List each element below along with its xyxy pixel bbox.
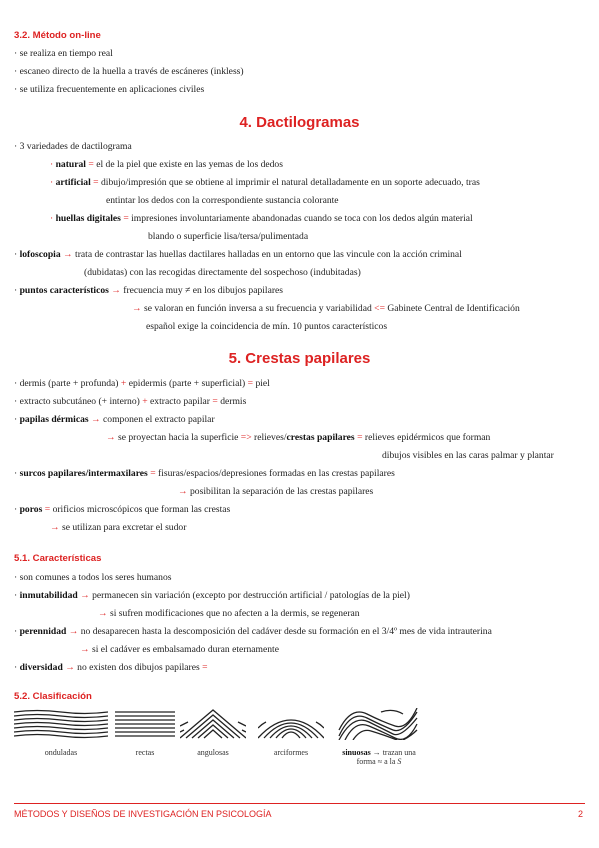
equals-symbol: = (88, 159, 94, 170)
section-heading-5-1: 5.1. Características (14, 553, 102, 564)
section-heading-4: 4. Dactilogramas (239, 114, 360, 131)
text-line (14, 626, 492, 638)
text-line: (dubidatas) con las recogidas directamente del sospechoso (indubitadas) (84, 267, 361, 278)
term: papilas dérmicas (19, 414, 89, 425)
definition: frecuencia muy ≠ en los dibujos papilares (120, 285, 284, 296)
term: crestas papilares (286, 432, 355, 443)
text-fragment: se utilizan para excretar el sudor (59, 522, 187, 533)
arrow-symbol: → (65, 662, 75, 673)
text-line: entintar los dedos con la correspondiente sustancia colorante (106, 195, 339, 206)
term: lofoscopia (19, 249, 61, 260)
text-line (14, 468, 395, 480)
text-line (80, 644, 279, 656)
equals-symbol: = (44, 504, 51, 515)
text-fragment: forma ≈ a la (356, 757, 398, 766)
bullet: · (50, 177, 56, 188)
term: inmutabilidad (19, 590, 78, 601)
text-line (14, 378, 270, 390)
text-fragment: dermis (217, 396, 247, 407)
term: natural (55, 159, 86, 170)
footer-title: MÉTODOS Y DISEÑOS DE INVESTIGACIÓN EN PSICOLOGÍA (14, 809, 272, 819)
rectas-pattern (115, 708, 175, 740)
term: surcos papilares/intermaxilares (19, 468, 148, 479)
text-fragment: relieves epidérmicos que forman (362, 432, 491, 443)
text-line (50, 213, 473, 225)
caption-arciformes: arciformes (273, 748, 309, 757)
arrow-symbol: → (132, 303, 142, 314)
arrow-symbol: → (111, 285, 121, 296)
arrow-symbol: → (106, 432, 116, 443)
text-fragment: relieves/ (251, 432, 287, 443)
text-line (50, 522, 186, 534)
text-line (14, 590, 410, 602)
text-line: · escaneo directo de la huella a través de escáneres (inkless) (14, 66, 244, 77)
term: sinuosas (342, 748, 371, 757)
term: puntos característicos (19, 285, 109, 296)
text-fragment: S (397, 757, 402, 766)
arrow-symbol: → (98, 608, 108, 619)
text-line: · se utiliza frecuentemente en aplicaciones civiles (14, 84, 205, 95)
section-heading-5-2: 5.2. Clasificación (14, 691, 92, 702)
caption-sinuosas-line2 (334, 757, 424, 766)
text-fragment: epidermis (parte + superficial) (126, 378, 248, 389)
plus-symbol: + (142, 396, 148, 407)
arrow-symbol: → (68, 626, 79, 637)
equals-symbol: = (247, 378, 254, 389)
text-line (14, 414, 215, 426)
definition: impresiones involuntariamente abandonadas cuando se toca con los dedos algún material (128, 213, 473, 224)
definition: no existen dos dibujos papilares (74, 662, 203, 673)
text-line (50, 177, 480, 189)
definition: no desaparecen hasta la descomposición del cadáver desde su formación en el 3/4º mes de vida intrauterina (78, 626, 492, 637)
text-line (132, 303, 520, 315)
text-line (50, 159, 283, 171)
text-fragment: → trazan una (370, 748, 416, 757)
plus-symbol: + (120, 378, 127, 389)
definition: fisuras/espacios/depresiones formadas en las crestas papilares (155, 468, 395, 479)
bullet: · (14, 468, 20, 479)
equals-symbol: = (93, 177, 99, 188)
definition: dibujo/impresión que se obtiene al imprimir el natural detalladamente en un soporte adecuado, tras (98, 177, 480, 188)
equals-symbol: = (202, 662, 208, 673)
arrow-symbol: → (178, 486, 188, 497)
text-fragment: · dermis (parte + profunda) (14, 378, 121, 389)
term: perennidad (19, 626, 67, 637)
angulosas-pattern (180, 708, 246, 740)
bullet: · (14, 249, 20, 260)
text-fragment: si sufren modificaciones que no afecten a la dermis, se regeneran (107, 608, 360, 619)
caption-onduladas: onduladas (44, 748, 78, 757)
arrow-symbol: => (240, 432, 252, 443)
text-fragment: piel (253, 378, 270, 389)
sinuosas-pattern (337, 708, 419, 740)
text-line: · 3 variedades de dactilograma (14, 141, 132, 152)
section-heading-5: 5. Crestas papilares (228, 350, 371, 367)
text-fragment: extracto papilar (147, 396, 213, 407)
bullet: · (14, 590, 20, 601)
arrow-symbol: → (63, 249, 73, 260)
text-line: blando o superficie lisa/tersa/pulimentada (148, 231, 309, 242)
text-fragment: se proyectan hacia la superficie (115, 432, 241, 443)
equals-symbol: = (150, 468, 156, 479)
arrow-symbol: → (91, 414, 101, 425)
page-number: 2 (577, 809, 583, 819)
text-line (98, 608, 360, 620)
term: artificial (55, 177, 91, 188)
term: poros (19, 504, 43, 515)
text-fragment: si el cadáver es embalsamado duran eternamente (89, 644, 279, 655)
definition: se valoran en función inversa a su frecuencia y variabilidad (141, 303, 375, 314)
text-line (14, 285, 283, 297)
term: diversidad (19, 662, 63, 673)
bullet: · (14, 626, 20, 637)
text-line (106, 432, 490, 444)
text-line: dibujos visibles en las caras palmar y plantar (382, 450, 554, 461)
arrow-symbol: <= (374, 303, 385, 314)
caption-rectas: rectas (135, 748, 155, 757)
text-line: · son comunes a todos los seres humanos (14, 572, 172, 583)
text-line: español exige la coincidencia de mín. 10 puntos característicos (146, 321, 388, 332)
bullet: · (14, 285, 20, 296)
text-line (178, 486, 373, 498)
text-line (14, 249, 462, 261)
onduladas-pattern (14, 708, 108, 740)
caption-sinuosas (334, 748, 424, 757)
text-line (14, 504, 230, 516)
definition: componen el extracto papilar (100, 414, 215, 425)
definition: trata de contrastar las huellas dactilares halladas en un entorno que las vincule con la acción criminal (72, 249, 462, 260)
equals-symbol: = (212, 396, 218, 407)
text-line (14, 662, 208, 674)
bullet: · (14, 504, 20, 515)
bullet: · (14, 414, 20, 425)
definition: orificios microscópicos que forman las crestas (50, 504, 231, 515)
definition: el de la piel que existe en las yemas de los dedos (93, 159, 283, 170)
arrow-symbol: → (50, 522, 60, 533)
bullet: · (50, 213, 56, 224)
caption-angulosas: angulosas (197, 748, 229, 757)
arciformes-pattern (258, 708, 324, 740)
bullet: · (50, 159, 56, 170)
term: huellas digitales (55, 213, 121, 224)
text-fragment: · extracto subcutáneo (+ interno) (14, 396, 143, 407)
text-line (14, 396, 246, 408)
equals-symbol: = (123, 213, 129, 224)
text-fragment: posibilitan la separación de las crestas papilares (187, 486, 374, 497)
equals-symbol: = (357, 432, 363, 443)
definition: permanecen sin variación (excepto por destrucción artificial / patologías de la piel) (89, 590, 410, 601)
arrow-symbol: → (80, 590, 90, 601)
text-line: · se realiza en tiempo real (14, 48, 113, 59)
section-heading-3-2: 3.2. Método on-line (14, 30, 101, 41)
definition: Gabinete Central de Identificación (384, 303, 520, 314)
footer-rule (14, 803, 585, 804)
arrow-symbol: → (80, 644, 90, 655)
bullet: · (14, 662, 20, 673)
